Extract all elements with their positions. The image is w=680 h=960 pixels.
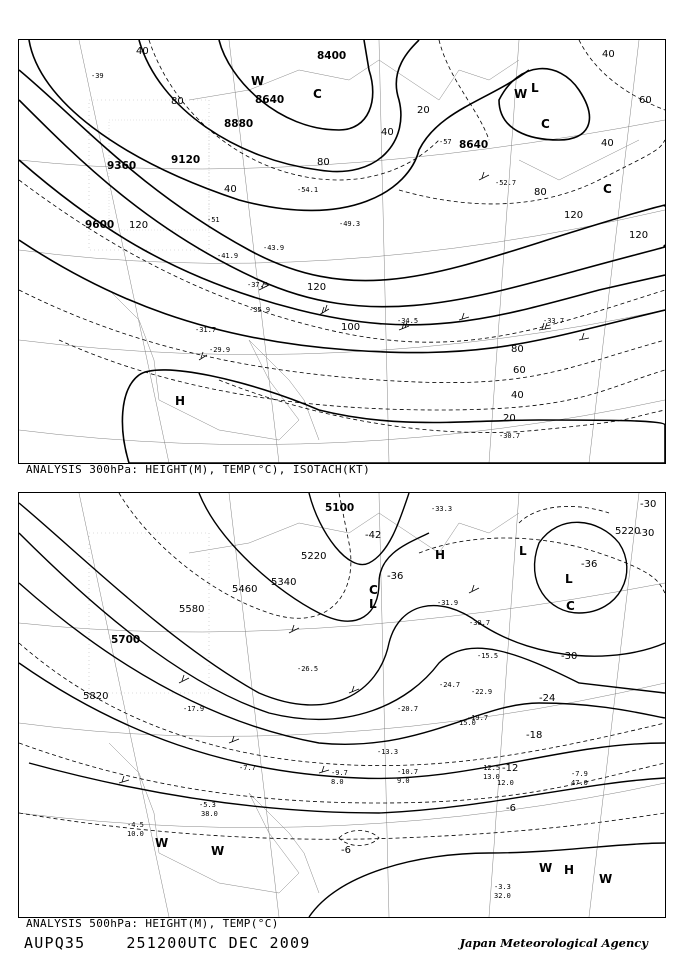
- height-label: 5340: [271, 577, 297, 588]
- cold-center-symbol: C: [541, 117, 550, 131]
- obs-value: 38.0: [201, 810, 218, 818]
- obs-value: -19.7: [467, 714, 489, 722]
- wind-barbs: [199, 172, 589, 360]
- isotach-label: 120: [629, 230, 649, 241]
- obs-value: -4.5: [127, 821, 144, 829]
- low-pressure-symbol: L: [531, 81, 539, 95]
- obs-value: 9.0: [397, 777, 410, 785]
- high-pressure-symbol: H: [435, 548, 446, 562]
- isotach-contours: [19, 40, 665, 433]
- temp-value: -51: [207, 216, 220, 224]
- obs-value: 10.0: [127, 830, 144, 838]
- temp-label: -30: [638, 528, 655, 539]
- isotach-label: 80: [511, 344, 524, 355]
- agency-credit: Japan Meteorological Agency: [459, 936, 648, 950]
- height-label: 5580: [179, 604, 205, 615]
- temp-value: -33.7: [543, 317, 565, 325]
- chart-300hpa-panel: [18, 39, 666, 464]
- height-label: 5220: [301, 551, 327, 562]
- obs-value: -24.7: [439, 681, 461, 689]
- temperature-values: [91, 72, 564, 440]
- height-label: 9360: [107, 160, 137, 172]
- temp-value: -29.9: [209, 346, 231, 354]
- obs-value: -30.7: [469, 619, 491, 627]
- temp-label: -6: [506, 803, 516, 814]
- coastlines: [109, 513, 519, 893]
- isotach-label: 60: [639, 95, 652, 106]
- obs-value: -33.3: [431, 505, 453, 513]
- height-label: 8640: [459, 139, 489, 151]
- temp-value: -57: [439, 138, 452, 146]
- obs-value: -10.7: [397, 768, 419, 776]
- isotach-label: 80: [171, 96, 184, 107]
- height-label: 5220: [615, 526, 641, 537]
- warm-center-symbol: W: [155, 836, 169, 850]
- obs-value: -22.9: [471, 688, 493, 696]
- temp-label: -42: [365, 530, 382, 541]
- temp-label: -36: [387, 571, 404, 582]
- obs-value: 32.0: [494, 892, 511, 900]
- coastlines: [109, 60, 639, 440]
- low-pressure-symbol: L: [369, 597, 377, 611]
- height-labels: [85, 50, 488, 231]
- lat-lon-grid: [19, 40, 665, 463]
- isotach-label: 40: [602, 49, 615, 60]
- temp-value: -35.9: [249, 306, 271, 314]
- height-label: 5700: [111, 634, 141, 646]
- height-label: 5820: [83, 691, 109, 702]
- warm-center-symbol: W: [539, 861, 553, 875]
- obs-value: -17.9: [183, 705, 205, 713]
- height-label: 9120: [171, 154, 201, 166]
- temp-value: -49.3: [339, 220, 361, 228]
- chart-500hpa-panel: [18, 492, 666, 918]
- high-pressure-symbol: H: [175, 394, 186, 408]
- isotach-label: 120: [129, 220, 149, 231]
- warm-center-symbol: W: [514, 87, 528, 101]
- temp-value: -39: [91, 72, 104, 80]
- cold-center-symbol: C: [369, 583, 378, 597]
- isotach-label: 100: [341, 322, 361, 333]
- cold-center-symbol: C: [603, 182, 612, 196]
- cold-center-symbol: C: [313, 87, 322, 101]
- isotach-label: 60: [513, 365, 526, 376]
- temp-label: -24: [539, 693, 556, 704]
- caption-300hpa: ANALYSIS 300hPa: HEIGHT(M), TEMP(°C), ISOTACH(KT): [26, 463, 371, 476]
- wind-barbs: [119, 585, 479, 783]
- temp-value: -54.1: [297, 186, 319, 194]
- high-pressure-symbol: H: [564, 863, 575, 877]
- obs-value: 13.0: [483, 773, 500, 781]
- temp-value: -37.9: [247, 281, 269, 289]
- temp-value: -31.7: [195, 326, 217, 334]
- warm-center-symbol: W: [211, 844, 225, 858]
- height-label: 5100: [325, 502, 355, 514]
- temp-value: -30.7: [499, 432, 521, 440]
- height-label: 8880: [224, 118, 254, 130]
- warm-center-symbol: W: [251, 74, 265, 88]
- temp-value: -41.9: [217, 252, 239, 260]
- obs-value: -13.3: [377, 748, 399, 756]
- isotach-label: 80: [534, 187, 547, 198]
- obs-value: 15.0: [459, 719, 476, 727]
- obs-value: 8.0: [331, 778, 344, 786]
- isotach-label: 20: [503, 413, 516, 424]
- obs-value: -15.5: [477, 652, 499, 660]
- map-300hpa: [19, 40, 665, 463]
- obs-value: -31.9: [437, 599, 459, 607]
- isotach-label: 120: [564, 210, 584, 221]
- height-label: 8400: [317, 50, 347, 62]
- isotach-label: 120: [307, 282, 327, 293]
- temp-label: -30: [640, 499, 657, 510]
- valid-time: 251200UTC DEC 2009: [126, 934, 311, 952]
- temp-label: -6: [341, 845, 351, 856]
- chart-code: [24, 934, 310, 952]
- temperature-labels: [341, 499, 656, 856]
- low-pressure-symbol: L: [519, 544, 527, 558]
- isotach-label: 40: [136, 46, 149, 57]
- isotach-label: 40: [511, 390, 524, 401]
- temp-label: -12: [502, 763, 519, 774]
- isotach-label: 80: [317, 157, 330, 168]
- caption-500hpa: ANALYSIS 500hPa: HEIGHT(M), TEMP(°C): [26, 917, 279, 930]
- temp-label: -36: [581, 559, 598, 570]
- obs-value: 47.0: [571, 779, 588, 787]
- temp-value: -52.7: [495, 179, 517, 187]
- height-label: 9600: [85, 219, 115, 231]
- obs-value: -3.3: [494, 883, 511, 891]
- temp-label: -30: [561, 651, 578, 662]
- obs-value: -5.3: [199, 801, 216, 809]
- height-label: 8640: [255, 94, 285, 106]
- obs-value: -26.5: [297, 665, 319, 673]
- temp-value: -34.5: [397, 317, 419, 325]
- obs-value: -7.7: [239, 764, 256, 772]
- obs-value: -9.7: [331, 769, 348, 777]
- isotach-label: 40: [224, 184, 237, 195]
- chart-id: AUPQ35: [24, 934, 86, 952]
- obs-value: -20.7: [397, 705, 419, 713]
- isotach-label: 40: [601, 138, 614, 149]
- isotach-label: 20: [417, 105, 430, 116]
- map-500hpa: [19, 493, 665, 917]
- temperature-contours: [19, 493, 665, 846]
- obs-value: -12.5: [479, 764, 501, 772]
- height-contours: [19, 40, 665, 463]
- temp-value: -43.9: [263, 244, 285, 252]
- warm-center-symbol: W: [599, 872, 613, 886]
- height-label: 5460: [232, 584, 258, 595]
- low-pressure-symbol: L: [565, 572, 573, 586]
- cold-center-symbol: C: [566, 599, 575, 613]
- obs-value: -7.9: [571, 770, 588, 778]
- isotach-label: 40: [381, 127, 394, 138]
- obs-value: 12.0: [497, 779, 514, 787]
- temp-label: -18: [526, 730, 543, 741]
